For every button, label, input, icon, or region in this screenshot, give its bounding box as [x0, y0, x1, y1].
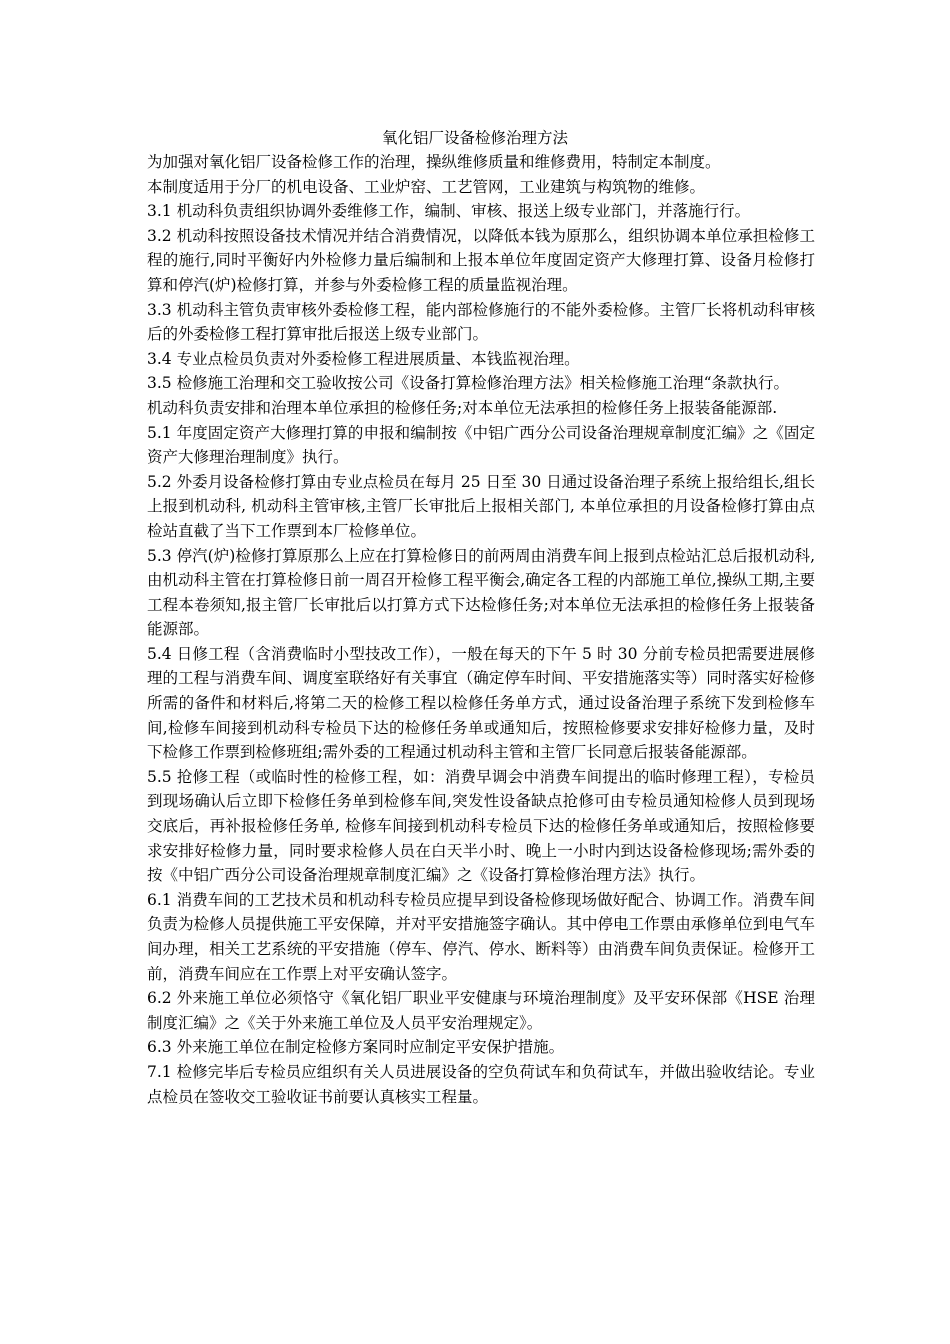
paragraph: 6.2 外来施工单位必须恪守《氧化铝厂职业平安健康与环境治理制度》及平安环保部《HSE 治理制度汇编》之《关于外来施工单位及人员平安治理规定》。 [147, 989, 815, 1032]
document-title: 氧化铝厂设备检修治理方法 [381, 129, 568, 147]
paragraph: 5.5 抢修工程（或临时性的检修工程，如：消费早调会中消费车间提出的临时修理工程），专检员到现场确认后立即下检修任务单到检修车间,突发性设备缺点抢修可由专检员通知检修人员到现场交底后，再补报检修任务单, 检修车间接到机动科专检员下达的检修任务单或通知后，按照检修要求安排好检修力量，同时要求检修人员在白天半小时、晚上一小时内到达设备检修现场;需外委的按《中铝广西分公司设备治理规章制度汇编》之《设备打算检修治理方法》执行。 [147, 767, 815, 885]
paragraph: 3.5 检修施工治理和交工验收按公司《设备打算检修治理方法》相关检修施工治理“条款执行。 [147, 374, 790, 393]
paragraph: 5.3 停汽(炉)检修打算原那么上应在打算检修日的前两周由消费车间上报到点检站汇总后报机动科,由机动科主管在打算检修日前一周召开检修工程平衡会,确定各工程的内部施工单位,操纵工期,主要工程本卷须知,报主管厂长审批后以打算方式下达检修任务;对本单位无法承担的检修任务上报装备能源部。 [147, 546, 815, 639]
paragraph: 3.2 机动科按照设备技术情况并结合消费情况，以降低本钱为原那么，组织协调本单位承担检修工程的施行,同时平衡好内外检修力量后编制和上报本单位年度固定资产大修理打算、设备月检修打算和停汽(炉)检修打算，并参与外委检修工程的质量监视治理。 [147, 226, 815, 294]
document-body [143, 150, 815, 1109]
paragraph: 机动科负责安排和治理本单位承担的检修任务;对本单位无法承担的检修任务上报装备能源部. [147, 398, 778, 417]
paragraph: 3.3 机动科主管负责审核外委检修工程，能内部检修施行的不能外委检修。主管厂长将机动科审核后的外委检修工程打算审批后报送上级专业部门。 [147, 300, 815, 344]
paragraph: 5.4 日修工程（含消费临时小型技改工作），一般在每天的下午 5 时 30 分前专检员把需要进展修理的工程与消费车间、调度室联络好有关事宜（确定停车时间、平安措施落实等）同时落实好检修所需的备件和材料后,将第二天的检修工程以检修任务单方式，通过设备治理子系统下发到检修车间,检修车间接到机动科专检员下达的检修任务单或通知后，按照检修要求安排好检修力量，及时下检修工作票到检修班组;需外委的工程通过机动科主管和主管厂长同意后报装备能源部。 [147, 644, 815, 762]
paragraph: 7.1 检修完毕后专检员应组织有关人员进展设备的空负荷试车和负荷试车，并做出验收结论。专业点检员在签收交工验收证书前要认真核实工程量。 [147, 1062, 815, 1106]
paragraph: 5.1 年度固定资产大修理打算的申报和编制按《中铝广西分公司设备治理规章制度汇编》之《固定资产大修理治理制度》执行。 [147, 423, 815, 467]
paragraph: 5.2 外委月设备检修打算由专业点检员在每月 25 日至 30 日通过设备治理子系统上报给组长,组长上报到机动科, 机动科主管审核,主管厂长审批后上报相关部门, 本单位承担的月设备检修打算由点检站直截了当下工作票到本厂检修单位。 [147, 472, 815, 540]
paragraph: 6.1 消费车间的工艺技术员和机动科专检员应提早到设备检修现场做好配合、协调工作。消费车间负责为检修人员提供施工平安保障，并对平安措施签字确认。其中停电工作票由承修单位到电气车间办理，相关工艺系统的平安措施（停车、停汽、停水、断料等）由消费车间负责保证。检修开工前，消费车间应在工作票上对平安确认签字。 [147, 890, 815, 983]
paragraph: 3.4 专业点检员负责对外委检修工程进展质量、本钱监视治理。 [147, 349, 580, 368]
paragraph: 6.3 外来施工单位在制定检修方案同时应制定平安保护措施。 [147, 1038, 565, 1057]
paragraph: 本制度适用于分厂的机电设备、工业炉窑、工艺管网，工业建筑与构筑物的维修。 [147, 177, 706, 196]
paragraph: 为加强对氧化铝厂设备检修工作的治理，操纵维修质量和维修费用，特制定本制度。 [147, 153, 721, 171]
paragraph: 3.1 机动科负责组织协调外委维修工作，编制、审核、报送上级专业部门，并落施行行。 [147, 202, 751, 221]
